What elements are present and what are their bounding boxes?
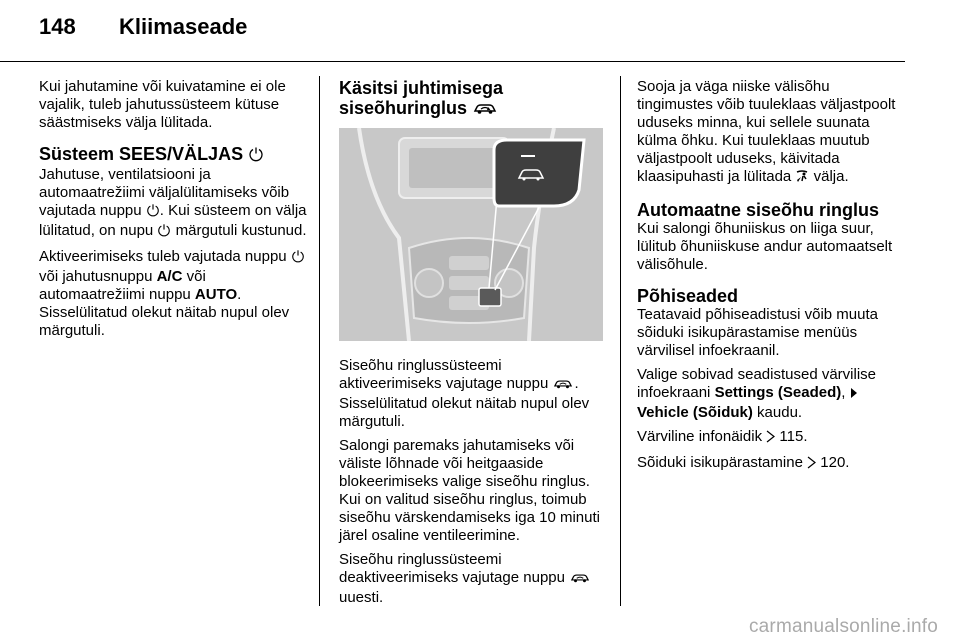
system-on-paragraph (39, 248, 307, 340)
recirculation-activate-paragraph (339, 357, 603, 431)
page-reference-personalization (637, 454, 905, 474)
text-run: . Sisselülitatud olekut näitab nupul olev märgutuli. (39, 286, 290, 339)
climate-control-panel-illustration (339, 128, 603, 341)
column-divider (620, 76, 621, 606)
settings-path-paragraph (637, 366, 905, 422)
section-heading-manual-recirculation (339, 78, 603, 120)
text-run: Jahutuse, ventilatsiooni ja automaatrežiimi väljalülitamiseks võib vajutada nuppu (39, 166, 290, 219)
section-heading-text: siseõhuringlus (339, 98, 468, 118)
settings-menu-label: Settings (Seaded) (714, 384, 842, 401)
column-divider (319, 76, 320, 606)
intro-paragraph: Kui jahutamine või kuivatamine ei ole vajalik, tuleb jahutussüsteem kütuse säästmiseks välja lülitada. (39, 78, 286, 131)
text-run: . Sisselülitatud olekut näitab nupul olev märgutuli. (339, 375, 590, 430)
auto-recirculation-paragraph: Kui salongi õhuniiskus on liiga suur, lülitub õhuniiskuse andur automaatselt välisõhule. (637, 220, 893, 273)
text-run: . Kui süsteem on välja lülitatud, on nupu (39, 202, 307, 239)
recirculation-icon (552, 377, 574, 395)
text-run: Sõiduki isikupärastamine (637, 454, 808, 471)
humidity-windshield-paragraph (637, 78, 905, 188)
text-run: , (841, 384, 850, 401)
system-off-paragraph (39, 166, 307, 242)
section-heading-text: Süsteem SEES/VÄLJAS (39, 144, 244, 164)
page-reference-icon (807, 456, 816, 474)
page-reference-icon (766, 430, 775, 448)
text-run: või jahutusnuppu (39, 268, 157, 285)
section-heading-auto-recirculation: Automaatne siseõhu ringlus (637, 200, 880, 220)
power-icon (248, 146, 264, 166)
text-run: 120. (816, 454, 850, 471)
basic-settings-paragraph: Teatavaid põhiseadistusi võib muuta sõiduki isikupärastamise menüüs värvilisel infoekraanil. (637, 306, 878, 359)
column-right (637, 78, 905, 480)
text-run: või automaatrežiimi nuppu (39, 268, 206, 303)
text-run: Siseõhu ringlussüsteemi aktiveerimiseks vajutage nuppu (339, 357, 553, 392)
recirculation-purpose-paragraph: Salongi paremaks jahutamiseks või väliste lõhnade või heitgaaside blokeerimiseks valige siseõhu ringlus. Kui on valitud siseõhu ringlus, toimub siseõhu värskendamiseks iga 10 minuti järel osaline ventileerimine. (339, 437, 600, 544)
section-heading-basic-settings: Põhiseaded (637, 286, 739, 306)
text-run: välja. (809, 168, 849, 185)
power-icon (291, 249, 305, 268)
header-rule (0, 61, 905, 62)
text-run: Valige sobivad seadistused värvilise infoekraani (637, 366, 877, 401)
recirculation-icon (569, 571, 591, 589)
page-header (39, 14, 248, 48)
section-heading-system-on-off (39, 144, 307, 166)
section-heading-text: Käsitsi juhtimisega (339, 78, 504, 98)
page-title: Kliimaseade (119, 14, 248, 39)
auto-button-label: AUTO (194, 286, 238, 303)
recirculation-icon (472, 100, 498, 120)
windshield-defrost-icon (795, 169, 809, 188)
text-run: uuesti. (339, 589, 384, 606)
page-number: 148 (39, 14, 76, 39)
triangle-right-icon (850, 386, 858, 404)
text-run: kaudu. (752, 404, 803, 421)
power-icon (157, 223, 171, 242)
text-run: Sooja ja väga niiske välisõhu tingimustes võib tuuleklaas väljastpoolt uduseks minna, kui sellele suunata külma õhku. Kui tuuleklaas muutub väljastpoolt uduseks, käivitada klaasipuhasti ja lülitada (637, 78, 896, 185)
recirculation-deactivate-paragraph (339, 551, 603, 607)
page-reference-info-display (637, 428, 905, 448)
text-run: märgutuli kustunud. (171, 222, 307, 239)
ac-button-label: A/C (156, 268, 183, 285)
text-run: Aktiveerimiseks tuleb vajutada nuppu (39, 248, 291, 265)
vehicle-menu-label: Vehicle (Sõiduk) (637, 404, 753, 421)
power-icon (146, 203, 160, 222)
text-run: Värviline infonäidik (637, 428, 767, 445)
text-run: Siseõhu ringlussüsteemi deaktiveerimiseks vajutage nuppu (339, 551, 570, 586)
column-middle (339, 78, 603, 613)
column-left (39, 78, 307, 346)
text-run: 115. (775, 428, 808, 445)
watermark: carmanualsonline.info (748, 616, 938, 637)
